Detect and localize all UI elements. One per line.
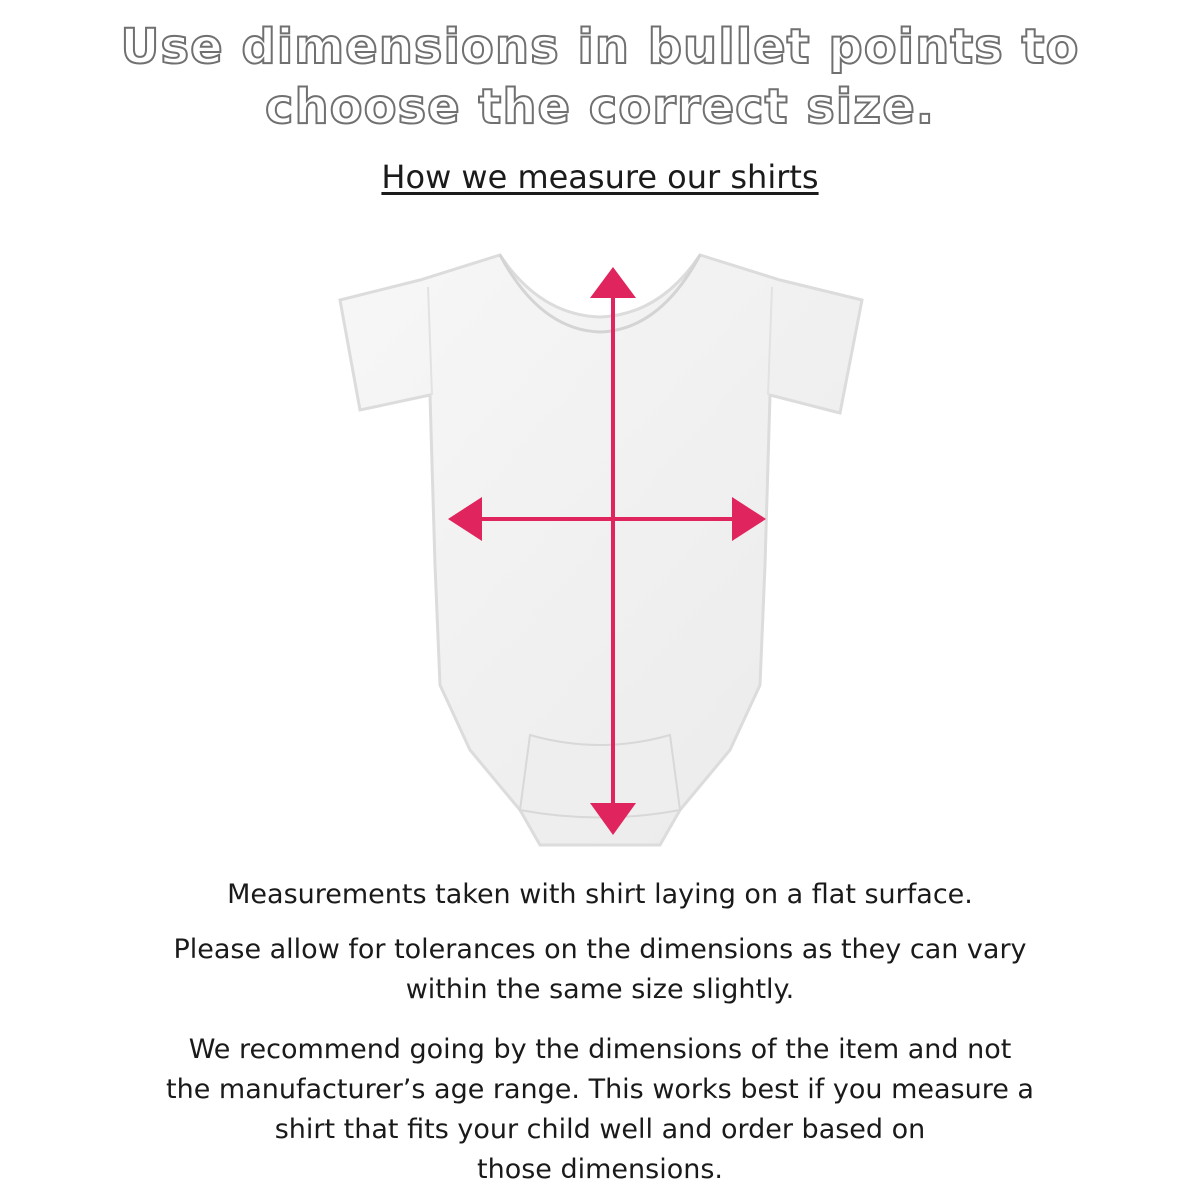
bodysuit-illustration bbox=[320, 235, 880, 855]
bodysuit-measurement-diagram bbox=[320, 235, 880, 855]
note-tolerances-line-1: Please allow for tolerances on the dimensions as they can vary bbox=[173, 934, 1027, 965]
headline-line-1: Use dimensions in bullet points to bbox=[120, 19, 1080, 75]
note-recommendation bbox=[0, 1030, 1200, 1190]
note-recommendation-line-1: We recommend going by the dimensions of the item and not bbox=[188, 1034, 1012, 1065]
note-flat-surface bbox=[0, 875, 1200, 915]
note-recommendation-line-2: the manufacturer’s age range. This works best if you measure a bbox=[166, 1074, 1034, 1105]
measure-heading bbox=[0, 158, 1200, 196]
note-recommendation-line-3: shirt that fits your child well and order based on bbox=[274, 1114, 926, 1145]
note-flat-surface-text: Measurements taken with shirt laying on a flat surface. bbox=[227, 879, 973, 910]
measure-heading-text: How we measure our shirts bbox=[381, 158, 819, 196]
note-recommendation-line-4: those dimensions. bbox=[477, 1154, 723, 1185]
note-tolerances bbox=[0, 930, 1200, 1010]
note-tolerances-line-2: within the same size slightly. bbox=[405, 974, 795, 1005]
headline-line-2: choose the correct size. bbox=[265, 79, 935, 135]
